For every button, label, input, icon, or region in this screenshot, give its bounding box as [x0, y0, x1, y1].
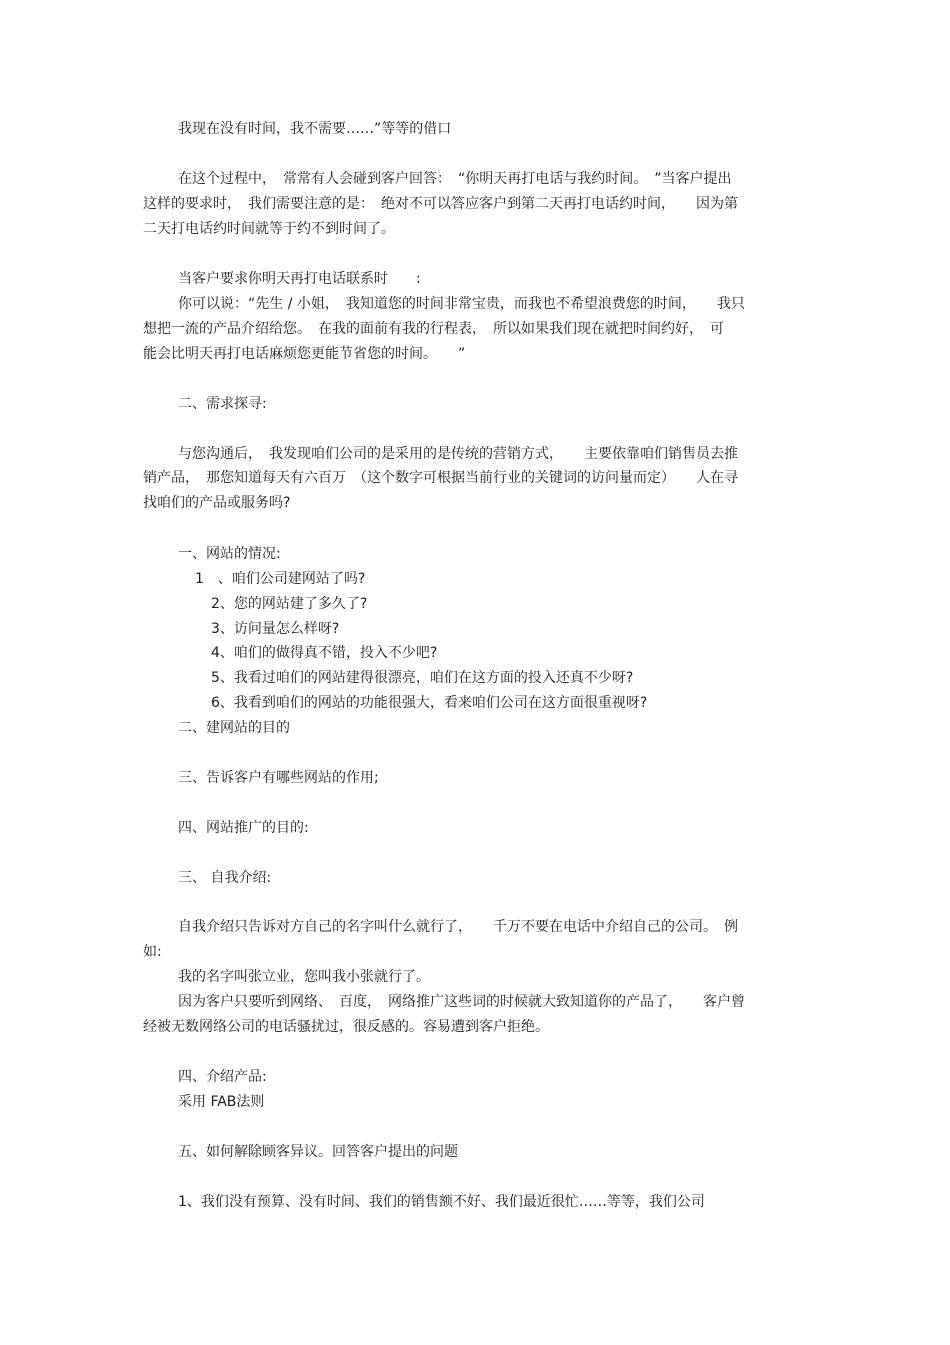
- section-heading: 二、需求探寻:: [178, 396, 267, 412]
- text-line: 与您沟通后， 我发现咱们公司的是采用的是传统的营销方式， 主要依靠咱们销售员去推: [178, 446, 738, 462]
- text-line: 如:: [143, 944, 162, 960]
- text-line: 当客户要求你明天再打电话联系时 :: [178, 271, 421, 287]
- text-line: 经被无数网络公司的电话骚扰过，很反感的。容易遭到客户拒绝。: [143, 1019, 549, 1035]
- text-line: 我现在没有时间，我不需要……”等等的借口: [178, 121, 452, 137]
- subsection-heading: 三、告诉客户有哪些网站的作用;: [178, 770, 379, 786]
- list-item: 6、我看到咱们的网站的功能很强大，看来咱们公司在这方面很重视呀?: [211, 695, 648, 711]
- text-line: 这样的要求时， 我们需要注意的是： 绝对不可以答应客户到第二天再打电话约时间， 因为第: [143, 196, 738, 212]
- section-heading: 四、介绍产品:: [178, 1069, 267, 1085]
- text-line: 能会比明天再打电话麻烦您更能节省您的时间。 ”: [143, 346, 466, 362]
- text-line: 因为客户只要听到网络、 百度， 网络推广这些词的时候就大致知道你的产品了， 客户曾: [178, 994, 745, 1010]
- subsection-heading: 四、网站推广的目的:: [178, 820, 309, 836]
- section-heading: 三、 自我介绍:: [178, 870, 272, 886]
- list-item: 4、咱们的做得真不错，投入不少吧?: [211, 645, 438, 661]
- text-line: 想把一流的产品介绍给您。 在我的面前有我的行程表， 所以如果我们现在就把时间约好， 可: [143, 321, 724, 337]
- list-item: 2、您的网站建了多久了?: [211, 596, 368, 612]
- text-line: 在这个过程中， 常常有人会碰到客户回答： “你明天再打电话与我约时间。 ”当客户提出: [178, 171, 732, 187]
- subsection-heading: 二、建网站的目的: [178, 720, 290, 736]
- text-line: 你可以说：“先生 / 小姐， 我知道您的时间非常宝贵，而我也不希望浪费您的时间， 我只: [178, 296, 745, 312]
- text-line: 1、我们没有预算、没有时间、我们的销售额不好、我们最近很忙……等等，我们公司: [178, 1194, 705, 1210]
- list-item: 5、我看过咱们的网站建得很漂亮，咱们在这方面的投入还真不少呀?: [211, 670, 634, 686]
- text-line: 二天打电话约时间就等于约不到时间了。: [143, 221, 395, 237]
- text-line: 自我介绍只告诉对方自己的名字叫什么就行了， 千万不要在电话中介绍自己的公司。 例: [178, 919, 738, 935]
- text-line: 找咱们的产品或服务吗?: [143, 495, 291, 511]
- list-item: 3、访问量怎么样呀?: [211, 621, 340, 637]
- list-item: 1 、咱们公司建网站了吗?: [195, 571, 366, 587]
- text-line: 销产品， 那您知道每天有六百万 （这个数字可根据当前行业的关键词的访问量而定） 人在寻: [143, 470, 738, 486]
- subsection-heading: 一、网站的情况:: [178, 546, 281, 562]
- text-line: 我的名字叫张立业，您叫我小张就行了。: [178, 969, 430, 985]
- section-heading: 五、如何解除顾客异议。回答客户提出的问题: [178, 1144, 458, 1160]
- text-line: 采用 FAB法则: [178, 1094, 265, 1110]
